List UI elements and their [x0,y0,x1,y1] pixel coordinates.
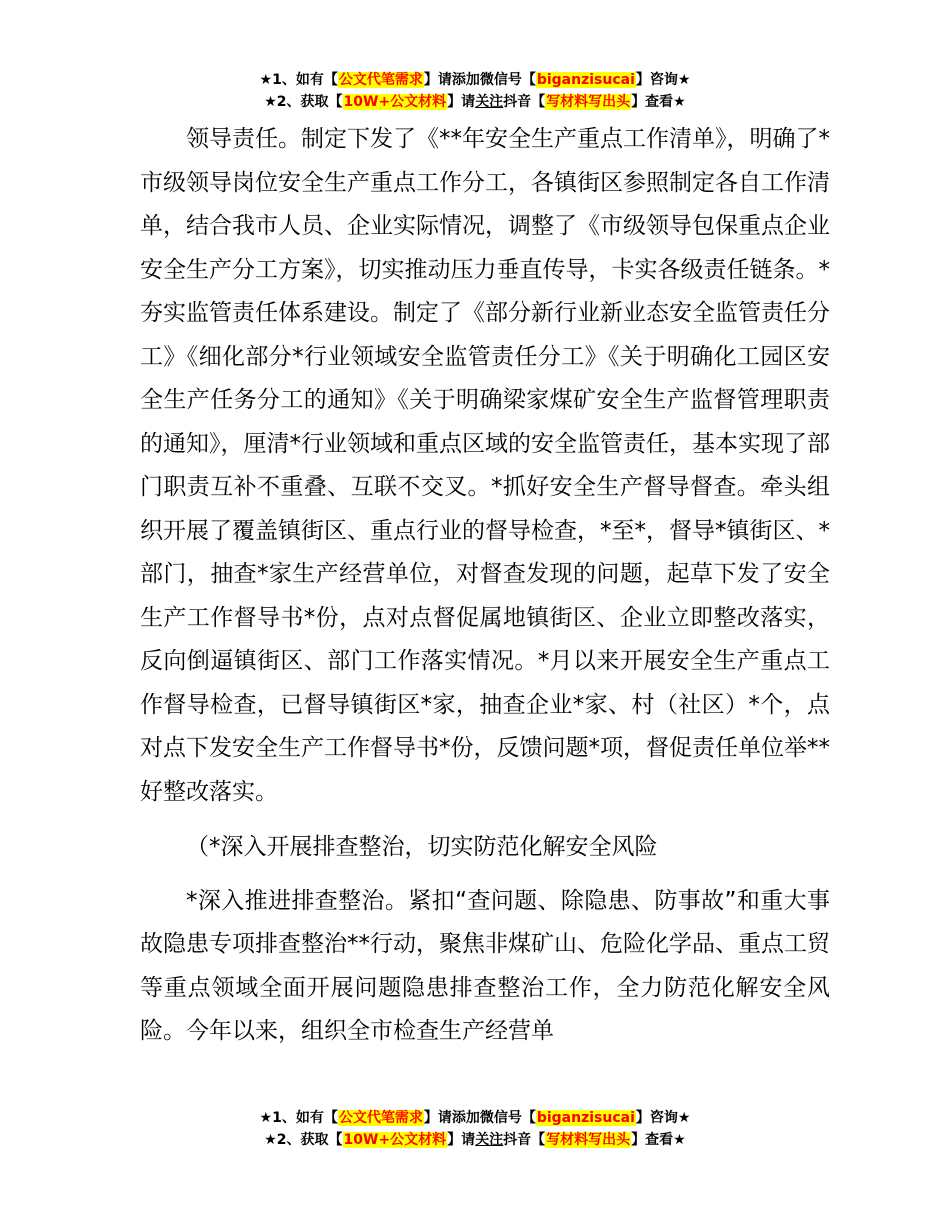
banner-text: 】咨询★ [635,72,691,88]
footer-banner-line-2 [0,1129,950,1151]
banner-text: 】咨询★ [635,1110,691,1126]
banner-highlight: 写材料写出头 [546,1132,631,1148]
banner-text: 】请 [447,94,476,110]
banner-underlined-text: 关注 [475,94,504,110]
banner-highlight: 10W+公文材料 [343,94,447,110]
document-body [140,118,830,1054]
header-banner-line-2 [0,91,950,113]
banner-highlight: 10W+公文材料 [343,1132,447,1148]
banner-highlight: 公文代笔需求 [338,72,423,88]
banner-highlight-wechat-id: biganzisucai [536,1110,635,1126]
banner-highlight: 公文代笔需求 [338,1110,423,1126]
banner-text: ★1、如有【 [259,1110,338,1126]
body-paragraph: *深入推进排查整治。紧扣“查问题、除隐患、防事故”和重大事故隐患专项排查整治**行动，聚焦非煤矿山、危险化学品、重点工贸等重点领域全面开展问题隐患排查整治工作，全力防范化解安全风险。今年以来，组织全市检查生产经营单 [140,887,830,1044]
header-banner [0,69,950,113]
body-paragraph: 领导责任。制定下发了《**年安全生产重点工作清单》，明确了*市级领导岗位安全生产重点工作分工，各镇街区参照制定各自工作清单，结合我市人员、企业实际情况，调整了《市级领导包保重点企业安全生产分工方案》，切实推动压力垂直传导，卡实各级责任链条。*夯实监管责任体系建设。制定了《部分新行业新业态安全监管责任分工》《细化部分*行业领域安全监管责任分工》《关于明确化工园区安全生产任务分工的通知》《关于明确梁家煤矿安全生产监督管理职责的通知》，厘清*行业领域和重点区域的安全监管责任，基本实现了部门职责互补不重叠、互联不交叉。*抓好安全生产督导督查。牵头组织开展了覆盖镇街区、重点行业的督导检查，*至*，督导*镇街区、*部门，抽查*家生产经营单位，对督查发现的问题，起草下发了安全生产工作督导书*份，点对点督促属地镇街区、企业立即整改落实，反向倒逼镇街区、部门工作落实情况。*月以来开展安全生产重点工作督导检查，已督导镇街区*家，抽查企业*家、村（社区）*个，点对点下发安全生产工作督导书*份，反馈问题*项，督促责任单位举**好整改落实。 [140,126,830,805]
banner-text: ★2、获取【 [264,94,343,110]
section-heading: （*深入开展排查整治，切实防范化解安全风险 [186,834,658,860]
banner-text: ★1、如有【 [259,72,338,88]
banner-text: 】查看★ [631,94,686,110]
footer-banner [0,1107,950,1151]
banner-text: ★2、获取【 [264,1132,343,1148]
banner-text: 】请添加微信号【 [423,72,536,88]
banner-text: 】查看★ [631,1132,686,1148]
banner-underlined-text: 关注 [475,1132,504,1148]
banner-text: 】请添加微信号【 [423,1110,536,1126]
banner-highlight-wechat-id: biganzisucai [536,72,635,88]
header-banner-line-1 [0,69,950,91]
banner-text: 抖音【 [503,1132,546,1148]
banner-text: 抖音【 [503,94,546,110]
banner-text: 】请 [447,1132,476,1148]
footer-banner-line-1 [0,1107,950,1129]
banner-highlight: 写材料写出头 [546,94,631,110]
